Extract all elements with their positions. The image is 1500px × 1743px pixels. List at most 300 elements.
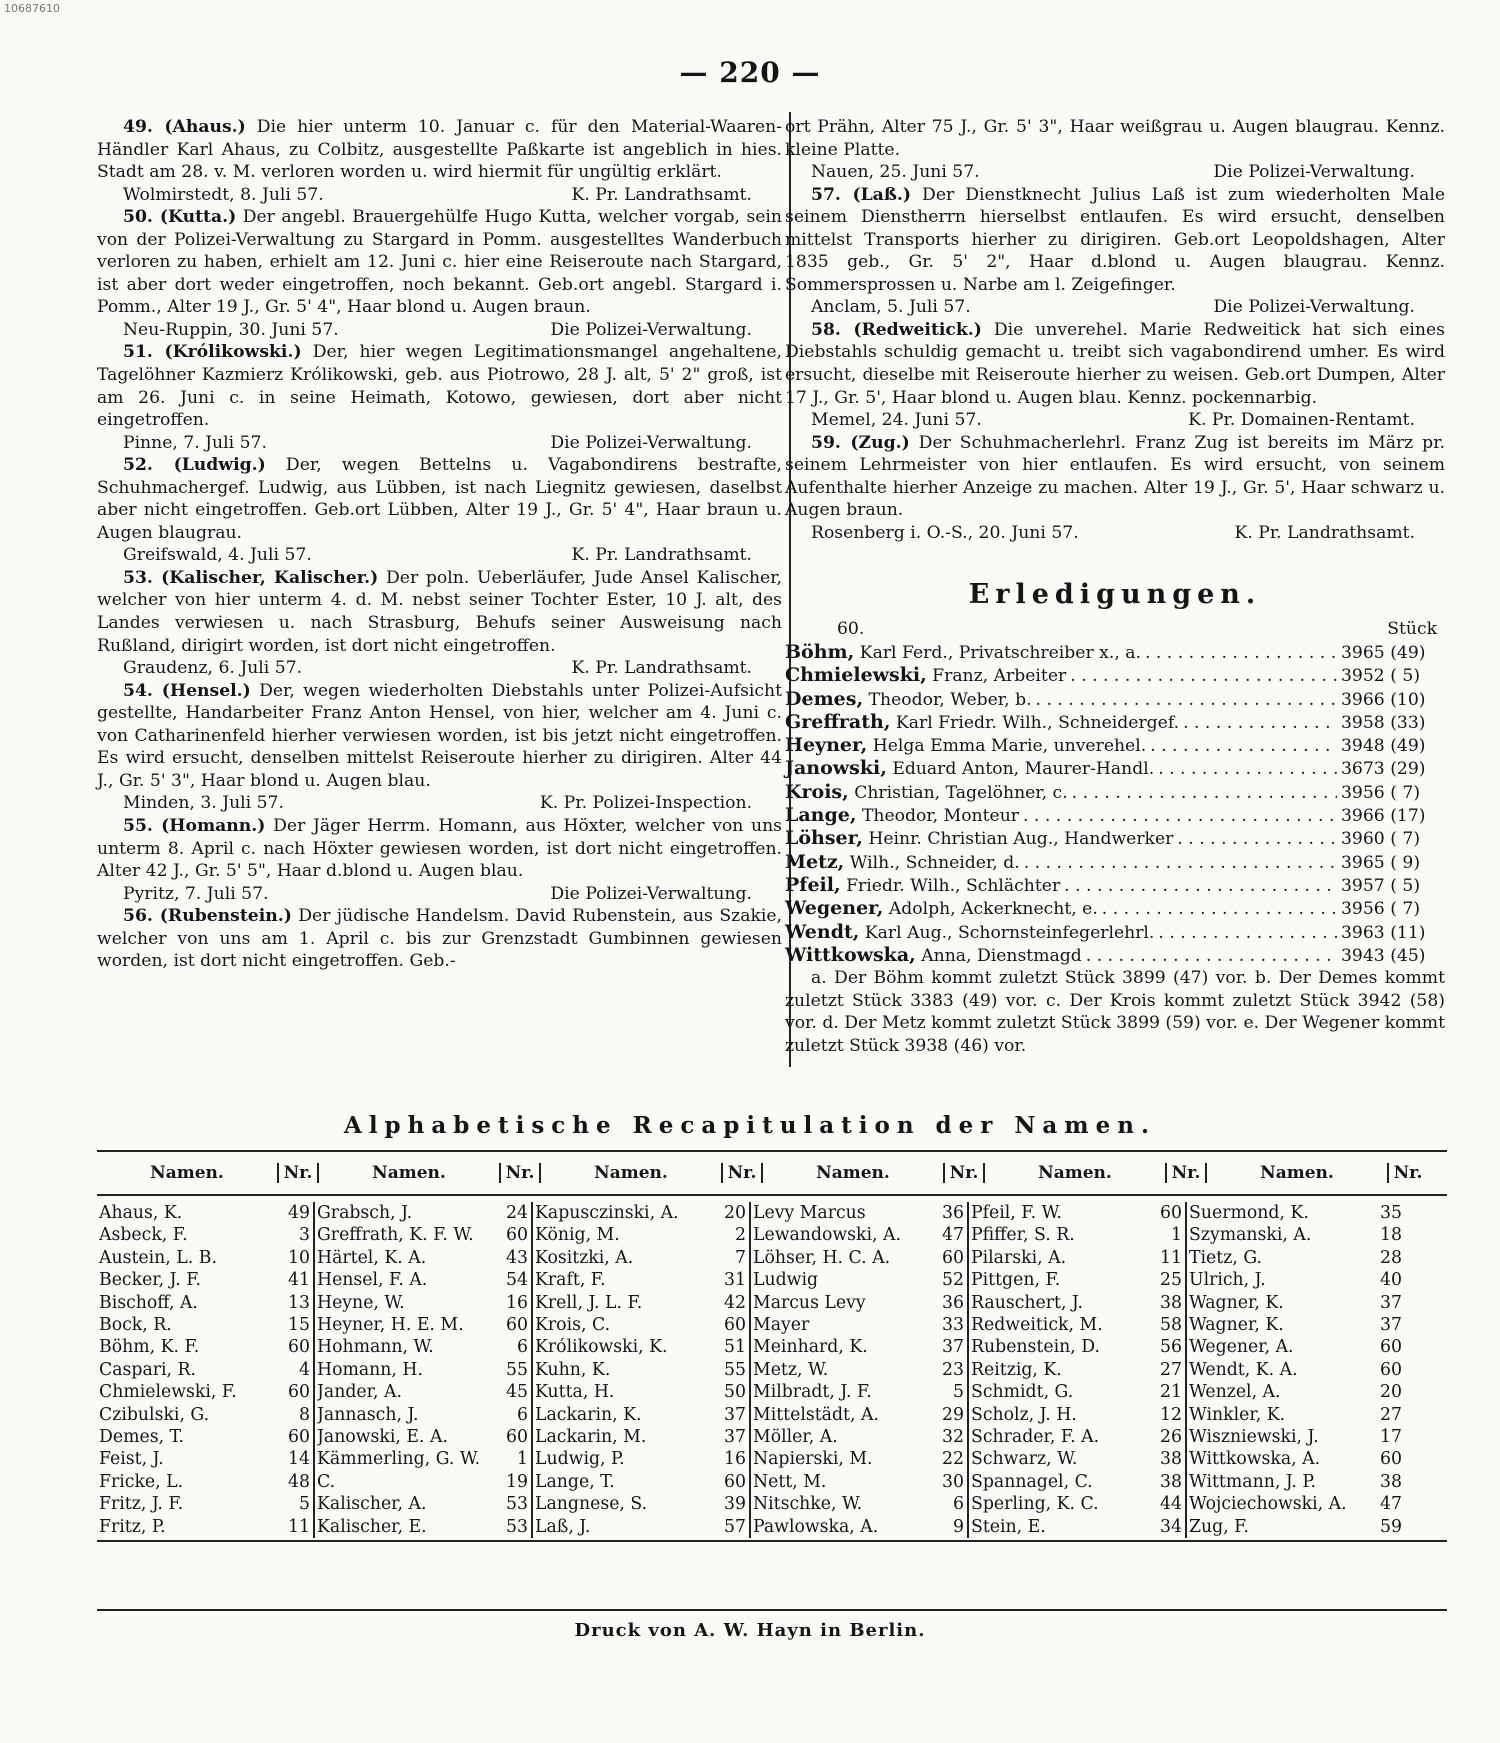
recap-nr-cell: 11 [288, 1516, 310, 1537]
recap-nr-cell: 49 [288, 1203, 310, 1223]
recap-name-cell: Metz, W. [753, 1359, 829, 1380]
erledigung-desc: Eduard Anton, Maurer-Handl. [892, 759, 1155, 780]
recap-nr-cell: 60 [1380, 1359, 1402, 1380]
recap-name-column [969, 1202, 1149, 1538]
recap-name-cell: Kutta, H. [535, 1382, 615, 1403]
recap-nr-cell: 1 [1171, 1225, 1182, 1246]
dot-leader [1102, 898, 1337, 920]
notice-head: 53. (Kalischer, Kalischer.) [123, 567, 379, 588]
recap-name-cell: Härtel, K. A. [317, 1247, 427, 1268]
recap-nr-cell: 60 [1160, 1203, 1182, 1223]
notice-head: 57. (Laß.) [811, 184, 911, 205]
recap-name-cell: Kämmerling, G. W. [317, 1449, 481, 1470]
recap-name-cell: Zug, F. [1189, 1516, 1249, 1537]
signature-authority: K. Pr. Polizei-Inspection. [539, 793, 752, 814]
notice-text: Die unverehel. Marie Redweitick hat sich eines Diebstahls schuldig gemacht u. treibt sich vagabondirend umher. Es wird ersucht, dieselbe mit Reiseroute hierher zu weisen. Geb.ort Dumpen, Alter 17 J., Gr. 5', Haar blond u. Augen blau. Kennz. pockennarbig. [785, 319, 1445, 408]
erledigung-name: Krois, [785, 780, 849, 803]
dot-leader [1177, 828, 1337, 850]
recap-name-cell: Krois, C. [535, 1315, 611, 1336]
recap-name-cell: Schwarz, W. [971, 1449, 1078, 1470]
erledigung-row [785, 734, 1445, 757]
recap-name-cell: Stein, E. [971, 1516, 1046, 1537]
recap-name-cell: Nett, M. [753, 1471, 827, 1492]
notice-text: Der angebl. Brauergehülfe Hugo Kutta, welcher vorgab, sein von der Polizei-Verwaltung zu Stargard in Pomm. ausgestelltes Wanderbuch verloren zu haben, erhielt am 12. Juni c. hier eine Reiseroute nach Stargard, ist aber dort weder eingetroffen, noch bekannt. Geb.ort angebl. Stargard i. Pomm., Alter 19 J., Gr. 5' 4", Haar blond u. Augen braun. [97, 207, 782, 318]
erledigung-number [1341, 828, 1445, 850]
notice-paragraph [97, 905, 782, 973]
recap-nr-cell: 25 [1160, 1270, 1182, 1291]
recap-nr-cell: 22 [942, 1449, 964, 1470]
recap-nr-cell: 60 [506, 1315, 528, 1336]
recap-nr-cell: 39 [724, 1494, 746, 1515]
recap-name-cell: Meinhard, K. [753, 1337, 868, 1358]
erledigung-desc: Heinr. Christian Aug., Handwerker [868, 829, 1174, 850]
recap-name-cell: Heyne, W. [317, 1292, 405, 1313]
recap-nr-cell: 5 [953, 1382, 964, 1403]
erledigung-number [1341, 898, 1445, 920]
erledigung-number [1341, 735, 1445, 757]
erledigung-ref: ( 7) [1390, 829, 1421, 850]
recap-header-group [97, 1163, 319, 1183]
erledigungen-label-row [785, 618, 1445, 641]
recap-table-header [97, 1152, 1447, 1196]
recap-column-group [315, 1202, 533, 1538]
erledigungen-note: a. Der Böhm kommt zuletzt Stück 3899 (47) vor. b. Der Demes kommt zuletzt Stück 3383 (49) vor. c. Der Krois kommt zuletzt Stück 3942 (58) vor. d. Der Metz kommt zuletzt Stück 3899 (59) vor. e. Der Wegener kommt zuletzt Stück 3938 (46) vor. [785, 968, 1445, 1056]
recap-table-body [97, 1196, 1447, 1540]
recap-name-cell: Lackarin, K. [535, 1404, 642, 1425]
recap-name-column [533, 1202, 713, 1538]
recap-name-cell: Kalischer, E. [317, 1516, 427, 1537]
erledigung-row [785, 944, 1445, 967]
recap-nr-cell: 37 [1380, 1315, 1402, 1336]
imprint: Druck von A. W. Hayn in Berlin. [574, 1620, 926, 1641]
signature-line [97, 792, 782, 815]
recap-name-cell: Redweitick, M. [971, 1315, 1103, 1336]
recap-nr-cell: 14 [288, 1449, 310, 1470]
signature-line [97, 319, 782, 342]
recap-name-cell: Wagner, K. [1189, 1292, 1284, 1313]
notice-head: 52. (Ludwig.) [123, 455, 266, 476]
erledigung-stueck: 3673 [1341, 759, 1385, 780]
recap-nr-cell: 16 [724, 1449, 746, 1470]
signature-place: Neu-Ruppin, 30. Juni 57. [123, 319, 339, 340]
recap-name-cell: Ulrich, J. [1189, 1270, 1266, 1291]
recap-nr-cell: 37 [724, 1427, 746, 1448]
recap-nr-cell: 13 [288, 1292, 310, 1313]
signature-place: Minden, 3. Juli 57. [123, 793, 284, 814]
erledigung-stueck: 3956 [1341, 899, 1385, 920]
page-number: — 220 — [679, 56, 821, 89]
erledigung-name: Wittkowska, [785, 943, 916, 966]
erledigungen-list [785, 641, 1445, 967]
recap-nr-cell: 53 [506, 1494, 528, 1515]
recap-nr-cell: 4 [299, 1359, 310, 1380]
erledigung-desc: Christian, Tagelöhner, c. [854, 782, 1068, 803]
recap-nr-cell: 26 [1160, 1427, 1182, 1448]
recap-nr-cell: 31 [724, 1270, 746, 1291]
notice-paragraph [785, 184, 1445, 297]
erledigung-stueck: 3943 [1341, 945, 1385, 966]
recap-name-cell: Kraft, F. [535, 1270, 606, 1291]
recap-header-name: Namen. [816, 1163, 890, 1183]
erledigung-stueck: 3952 [1341, 666, 1385, 687]
notice-paragraph [97, 116, 782, 184]
erledigung-number [1341, 689, 1445, 711]
erledigung-ref: ( 9) [1390, 852, 1421, 873]
recap-name-cell: Ahaus, K. [99, 1203, 183, 1223]
dot-leader [1145, 642, 1337, 664]
erledigung-row [785, 664, 1445, 687]
recap-name-cell: Kapusczinski, A. [535, 1203, 679, 1223]
recap-name-cell: Wittkowska, A. [1189, 1449, 1321, 1470]
signature-line [97, 432, 782, 455]
erledigung-row [785, 641, 1445, 664]
recap-name-cell: Laß, J. [535, 1516, 591, 1537]
recap-header-group [985, 1163, 1207, 1183]
recap-nr-cell: 36 [942, 1203, 964, 1223]
recap-name-cell: Krell, J. L. F. [535, 1292, 643, 1313]
recap-nr-cell: 45 [506, 1382, 528, 1403]
signature-place: Wolmirstedt, 8. Juli 57. [123, 184, 324, 205]
erledigung-row [785, 897, 1445, 920]
notice-text: ort Prähn, Alter 75 J., Gr. 5' 3", Haar weißgrau u. Augen blaugrau. Kennz. kleine Platte. [785, 117, 1445, 160]
erledigung-name: Lange, [785, 804, 857, 827]
recap-name-cell: Homann, H. [317, 1359, 423, 1380]
recap-name-cell: Wegener, A. [1189, 1337, 1294, 1358]
erledigung-stueck: 3956 [1341, 782, 1385, 803]
erledigung-number [1341, 852, 1445, 874]
recap-nr-cell: 30 [942, 1471, 964, 1492]
recap-name-cell: Greffrath, K. F. W. [317, 1225, 474, 1246]
dot-leader [1064, 875, 1337, 897]
recap-name-cell: Czibulski, G. [99, 1404, 210, 1425]
recap-name-cell: Lackarin, M. [535, 1427, 647, 1448]
recap-header-group [319, 1163, 541, 1183]
erledigung-ref: (45) [1390, 945, 1426, 966]
recap-nr-cell: 15 [288, 1315, 310, 1336]
recap-nr-cell: 40 [1380, 1270, 1402, 1291]
signature-authority: Die Polizei-Verwaltung. [1213, 297, 1415, 318]
erledigung-ref: (11) [1390, 922, 1426, 943]
recap-nr-cell: 17 [1380, 1427, 1402, 1448]
recap-nr-cell: 60 [724, 1471, 746, 1492]
recap-header-nr: Nr. [1165, 1163, 1207, 1183]
recap-nr-cell: 6 [953, 1494, 964, 1515]
erledigung-number [1341, 805, 1445, 827]
recap-nr-cell: 6 [517, 1337, 528, 1358]
notice-head: 56. (Rubenstein.) [123, 906, 292, 927]
recap-name-cell: Pilarski, A. [971, 1247, 1067, 1268]
recap-header-nr: Nr. [943, 1163, 985, 1183]
recap-nr-cell: 5 [299, 1494, 310, 1515]
recap-column-group [969, 1202, 1187, 1538]
erledigung-stueck: 3965 [1341, 852, 1385, 873]
notice-head: 49. (Ahaus.) [123, 117, 246, 137]
erledigung-stueck: 3963 [1341, 922, 1385, 943]
recap-header-nr: Nr. [499, 1163, 541, 1183]
notice-text: Der, hier wegen Legitimationsmangel angehaltene, Tagelöhner Kazmierz Królikowski, geb. aus Piotrowo, 28 J. alt, 5' 2" groß, ist am 26. Juni c. in seine Heimath, Kotowo, gewiesen, dort aber nicht eingetroffen. [97, 342, 782, 431]
recap-nr-cell: 53 [506, 1516, 528, 1537]
recap-heading: Alphabetische Recapitulation der Namen. [343, 1112, 1157, 1139]
recap-nr-column [713, 1202, 751, 1538]
recap-name-cell: Rubenstein, D. [971, 1337, 1100, 1358]
dot-leader [1158, 922, 1337, 944]
recap-nr-cell: 12 [1160, 1404, 1182, 1425]
recap-name-cell: Suermond, K. [1189, 1203, 1309, 1223]
recap-name-cell: C. [317, 1471, 336, 1492]
recap-nr-cell: 41 [288, 1270, 310, 1291]
dot-leader [1086, 945, 1337, 967]
erledigung-row [785, 874, 1445, 897]
recap-name-cell: Wendt, K. A. [1189, 1359, 1298, 1380]
erledigung-desc: Franz, Arbeiter [932, 666, 1067, 687]
recap-nr-cell: 16 [506, 1292, 528, 1313]
recap-header-name: Namen. [594, 1163, 668, 1183]
erledigung-number [1341, 782, 1445, 804]
recap-nr-cell: 18 [1380, 1225, 1402, 1246]
recap-name-cell: Pfiffer, S. R. [971, 1225, 1075, 1246]
recap-name-cell: Fricke, L. [99, 1471, 184, 1492]
erledigung-name: Wegener, [785, 897, 884, 920]
recap-name-cell: Chmielewski, F. [99, 1382, 237, 1403]
recap-nr-cell: 9 [953, 1516, 964, 1537]
notice-head: 54. (Hensel.) [123, 680, 251, 701]
recap-nr-cell: 37 [724, 1404, 746, 1425]
recap-name-cell: Pawlowska, A. [753, 1516, 879, 1537]
dot-leader [1150, 735, 1337, 757]
recap-name-cell: Spannagel, C. [971, 1471, 1093, 1492]
erledigung-desc: Karl Friedr. Wilh., Schneidergef. [895, 712, 1180, 733]
recap-nr-cell: 48 [288, 1471, 310, 1492]
recap-nr-cell: 2 [735, 1225, 746, 1246]
notice-text: Der, wegen Bettelns u. Vagabondirens bestrafte, Schuhmachergef. Ludwig, aus Lübben, ist nach Liegnitz gewiesen, daselbst aber nicht eingetroffen. Geb.ort Lübben, Alter 19 J., Gr. 5' 4", Haar braun u. Augen blaugrau. [97, 455, 783, 543]
erledigung-name: Greffrath, [785, 710, 891, 733]
erledigung-ref: (49) [1390, 736, 1426, 757]
recap-nr-cell: 27 [1160, 1359, 1182, 1380]
recap-column-group [97, 1202, 315, 1538]
notice-text: Der Jäger Herrm. Homann, aus Höxter, welcher von uns unterm 8. April c. nach Höxter gewiesen worden, ist dort nicht eingetroffen. Alter 42 J., Gr. 5' 5", Haar d.blond u. Augen blau. [97, 815, 783, 882]
erledigung-name: Wendt, [785, 920, 860, 943]
recap-nr-cell: 42 [724, 1292, 746, 1313]
erledigung-row [785, 781, 1445, 804]
recap-name-cell: Hensel, F. A. [317, 1270, 428, 1291]
recap-nr-cell: 47 [1380, 1494, 1402, 1515]
recap-nr-cell: 7 [735, 1247, 746, 1268]
recap-nr-cell: 43 [506, 1247, 528, 1268]
recap-table [97, 1150, 1447, 1542]
recap-nr-cell: 3 [299, 1225, 310, 1246]
erledigungen-number: 60. [837, 619, 865, 640]
signature-authority: Die Polizei-Verwaltung. [550, 432, 752, 453]
recap-name-cell: Sperling, K. C. [971, 1494, 1099, 1515]
erledigung-name: Böhm, [785, 640, 855, 663]
notice-paragraph [785, 432, 1445, 522]
signature-line [97, 544, 782, 567]
erledigung-ref: ( 5) [1390, 666, 1421, 687]
dot-leader [1024, 852, 1337, 874]
recap-name-column [315, 1202, 495, 1538]
recap-name-cell: Milbradt, J. F. [753, 1382, 872, 1403]
recap-name-cell: Ludwig [753, 1270, 819, 1291]
erledigung-name: Pfeil, [785, 873, 841, 896]
erledigung-desc: Wilh., Schneider, d. [849, 852, 1020, 873]
signature-line [785, 296, 1445, 319]
erledigung-stueck: 3960 [1341, 829, 1385, 850]
erledigung-row [785, 688, 1445, 711]
recap-header-nr: Nr. [721, 1163, 763, 1183]
signature-authority: K. Pr. Domainen-Rentamt. [1188, 410, 1415, 431]
recap-nr-cell: 11 [1160, 1247, 1182, 1268]
recap-name-cell: Asbeck, F. [99, 1225, 188, 1246]
recap-name-cell: Feist, J. [99, 1449, 164, 1470]
recap-column-group [751, 1202, 969, 1538]
notice-head: 59. (Zug.) [811, 432, 910, 453]
erledigungen-heading: Erledigungen. [968, 579, 1262, 611]
recap-name-column [97, 1202, 277, 1538]
recap-nr-column [931, 1202, 969, 1538]
recap-name-cell: Hohmann, W. [317, 1337, 434, 1358]
right-column [785, 116, 1445, 1057]
recap-nr-cell: 47 [942, 1225, 964, 1246]
recap-name-cell: Rauschert, J. [971, 1292, 1084, 1313]
erledigung-ref: ( 5) [1390, 875, 1421, 896]
recap-header-name: Namen. [150, 1163, 224, 1183]
recap-nr-cell: 60 [1380, 1337, 1402, 1358]
erledigung-row [785, 921, 1445, 944]
recap-name-cell: Nitschke, W. [753, 1494, 863, 1515]
signature-line [97, 184, 782, 207]
recap-nr-cell: 57 [724, 1516, 746, 1537]
recap-name-column [751, 1202, 931, 1538]
erledigung-number [1341, 922, 1445, 944]
erledigung-desc: Friedr. Wilh., Schlächter [846, 875, 1061, 896]
notice-paragraph [97, 680, 782, 793]
dot-leader [1070, 665, 1337, 687]
recap-name-cell: Kalischer, A. [317, 1494, 427, 1515]
signature-authority: K. Pr. Landrathsamt. [1234, 522, 1415, 543]
erledigung-row [785, 851, 1445, 874]
recap-name-cell: Schrader, F. A. [971, 1427, 1100, 1448]
recap-name-cell: Schmidt, G. [971, 1382, 1074, 1403]
recap-name-cell: Kositzki, A. [535, 1247, 634, 1268]
recap-nr-cell: 21 [1160, 1382, 1182, 1403]
signature-authority: Die Polizei-Verwaltung. [550, 319, 752, 340]
erledigung-stueck: 3958 [1341, 712, 1385, 733]
recap-nr-cell: 60 [942, 1247, 964, 1268]
recap-header-nr: Nr. [1387, 1163, 1427, 1183]
stueck-label: Stück [1387, 619, 1437, 640]
erledigung-stueck: 3965 [1341, 642, 1385, 663]
dot-leader [1023, 805, 1337, 827]
recap-nr-column [1149, 1202, 1187, 1538]
recap-nr-cell: 38 [1160, 1292, 1182, 1313]
recap-nr-column [495, 1202, 533, 1538]
notice-paragraph [97, 815, 782, 883]
signature-place: Greifswald, 4. Juli 57. [123, 545, 312, 566]
signature-place: Nauen, 25. Juni 57. [811, 162, 980, 183]
recap-nr-cell: 20 [724, 1203, 746, 1223]
signature-authority: K. Pr. Landrathsamt. [571, 184, 752, 205]
recap-nr-cell: 28 [1380, 1247, 1402, 1268]
recap-nr-cell: 56 [1160, 1337, 1182, 1358]
notice-text: Die hier unterm 10. Januar c. für den Material-Waaren-Händler Karl Ahaus, zu Colbitz, ausgestellte Paßkarte ist angeblich in hies. Stadt am 28. v. M. verloren worden u. wird hiermit für ungültig erklärt. [97, 117, 782, 183]
recap-nr-cell: 60 [288, 1382, 310, 1403]
recap-nr-cell: 50 [724, 1382, 746, 1403]
signature-line [785, 409, 1445, 432]
recap-nr-cell: 1 [517, 1449, 528, 1470]
recap-name-cell: Mayer [753, 1315, 810, 1336]
signature-place: Graudenz, 6. Juli 57. [123, 658, 303, 679]
signature-authority: K. Pr. Landrathsamt. [571, 545, 752, 566]
recap-name-cell: Möller, A. [753, 1427, 838, 1448]
erledigung-stueck: 3948 [1341, 736, 1385, 757]
recap-name-cell: Becker, J. F. [99, 1270, 202, 1291]
erledigung-number [1341, 712, 1445, 734]
recap-nr-cell: 60 [724, 1315, 746, 1336]
recap-name-cell: Wittmann, J. P. [1189, 1471, 1316, 1492]
erledigung-name: Chmielewski, [785, 664, 927, 687]
notice-text: Der, wegen wiederholten Diebstahls unter Polizei-Aufsicht gestellte, Handarbeiter Franz Anton Hensel, von hier, welcher am 4. Juni c. von Catharinenfeld hierher verwiesen worden, ist bis jetzt nicht eingetroffen. Es wird ersucht, denselben mittelst Reiseroute hierher zu dirigiren. Alter 44 J., Gr. 5' 3", Haar blond u. Augen blau. [97, 680, 782, 791]
right-notices [785, 116, 1445, 544]
signature-line [97, 883, 782, 906]
notice-paragraph [97, 567, 782, 657]
recap-nr-column [277, 1202, 315, 1538]
erledigung-stueck: 3957 [1341, 875, 1385, 896]
notice-text: Der jüdische Handelsm. David Rubenstein, aus Szakie, welcher von uns am 1. April c. bis zur Grenzstadt Gumbinnen gewiesen worden, ist dort nicht eingetroffen. Geb.- [97, 906, 782, 972]
erledigung-row [785, 757, 1445, 780]
recap-header-group [1207, 1163, 1427, 1183]
recap-nr-cell: 37 [1380, 1292, 1402, 1313]
recap-nr-cell: 29 [942, 1404, 964, 1425]
recap-name-cell: Bischoff, A. [99, 1292, 198, 1313]
erledigung-name: Demes, [785, 687, 864, 710]
recap-nr-cell: 27 [1380, 1404, 1402, 1425]
recap-name-cell: Löhser, H. C. A. [753, 1247, 891, 1268]
erledigung-row [785, 711, 1445, 734]
erledigung-name: Janowski, [785, 757, 887, 780]
recap-nr-cell: 52 [942, 1270, 964, 1291]
recap-name-cell: Janowski, E. A. [317, 1427, 448, 1448]
notice-head: 50. (Kutta.) [123, 207, 237, 228]
recap-nr-cell: 6 [517, 1404, 528, 1425]
erledigung-stueck: 3966 [1341, 689, 1385, 710]
recap-name-cell: Reitzig, K. [971, 1359, 1062, 1380]
recap-name-cell: Ludwig, P. [535, 1449, 625, 1470]
recap-name-cell: Böhm, K. F. [99, 1337, 200, 1358]
erledigung-ref: (49) [1390, 642, 1426, 663]
recap-name-cell: König, M. [535, 1225, 620, 1246]
recap-nr-cell: 19 [506, 1471, 528, 1492]
recap-nr-cell: 38 [1160, 1471, 1182, 1492]
recap-nr-cell: 38 [1160, 1449, 1182, 1470]
recap-name-cell: Wojciechowski, A. [1189, 1494, 1347, 1515]
erledigung-row [785, 804, 1445, 827]
erledigung-name: Heyner, [785, 734, 868, 757]
footer-rule [97, 1609, 1447, 1611]
recap-nr-cell: 55 [506, 1359, 528, 1380]
erledigung-number [1341, 758, 1445, 780]
recap-name-cell: Wiszniewski, J. [1189, 1427, 1319, 1448]
recap-nr-cell: 60 [506, 1427, 528, 1448]
dot-leader [1158, 758, 1337, 780]
recap-nr-cell: 36 [942, 1292, 964, 1313]
erledigung-name: Metz, [785, 850, 845, 873]
recap-header-name: Namen. [1038, 1163, 1112, 1183]
erledigung-number [1341, 642, 1445, 664]
erledigung-ref: (29) [1390, 759, 1426, 780]
recap-name-cell: Tietz, G. [1189, 1247, 1262, 1268]
recap-name-cell: Caspari, R. [99, 1359, 197, 1380]
recap-name-cell: Winkler, K. [1189, 1404, 1286, 1425]
